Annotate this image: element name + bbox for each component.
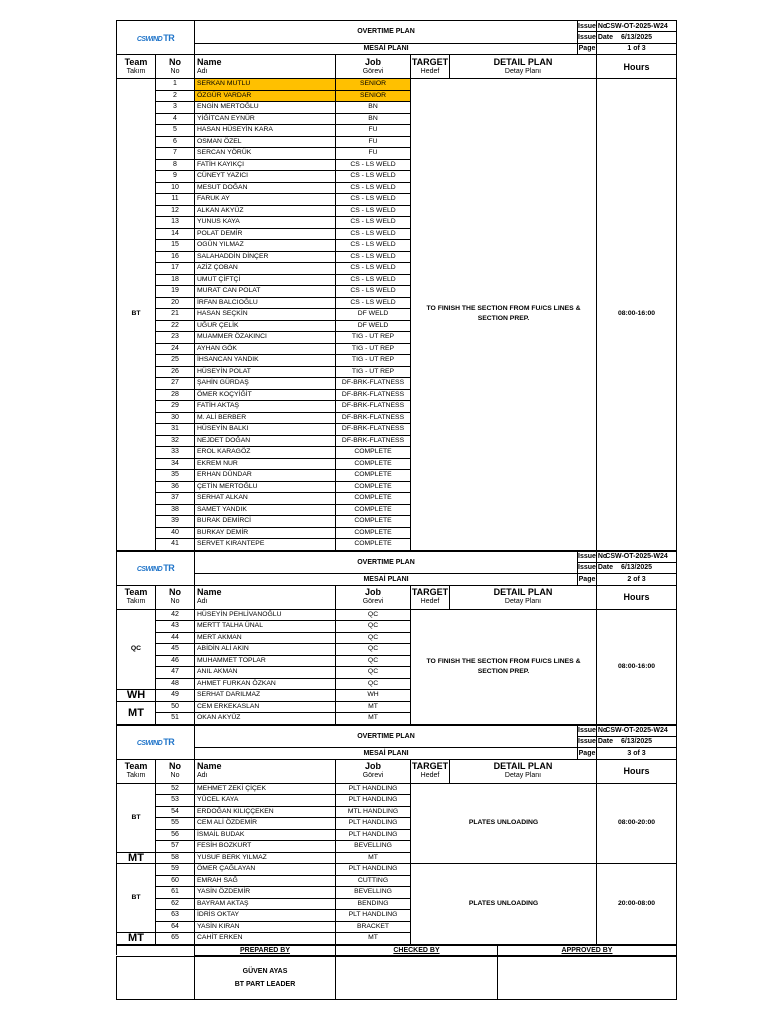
col-name-header: Name Adı <box>195 585 336 609</box>
job-cell: CS - LS WELD <box>336 182 411 194</box>
job-cell: COMPLETE <box>336 504 411 516</box>
plan-title: OVERTIME PLAN <box>195 725 578 748</box>
job-cell: SENIOR <box>336 79 411 91</box>
table-row <box>117 864 677 876</box>
col-detail-plan-header: DETAIL PLAN Detay Planı <box>450 759 597 783</box>
employee-name: OKAN AKYÜZ <box>195 713 336 725</box>
row-number: 65 <box>156 933 195 945</box>
job-cell: DF WELD <box>336 309 411 321</box>
job-cell: COMPLETE <box>336 539 411 551</box>
job-cell: CS - LS WELD <box>336 286 411 298</box>
employee-name: BURAK DEMİRCİ <box>195 516 336 528</box>
job-cell: COMPLETE <box>336 447 411 459</box>
footer-blank <box>117 945 195 955</box>
employee-name: CEM ALİ ÖZDEMİR <box>195 818 336 830</box>
cswind-logo: CSWINDTR <box>117 725 195 759</box>
job-cell: PLT HANDLING <box>336 829 411 841</box>
signature-boxes <box>116 956 677 1000</box>
col-target-header: TARGET Hedef <box>411 55 450 79</box>
signature-blank <box>117 956 195 999</box>
job-cell: CS - LS WELD <box>336 217 411 229</box>
row-number: 56 <box>156 829 195 841</box>
employee-name: EMRAH SAĞ <box>195 875 336 887</box>
col-team-header: Team Takım <box>117 55 156 79</box>
employee-name: MERTT TALHA ÜNAL <box>195 621 336 633</box>
job-cell: DF WELD <box>336 320 411 332</box>
row-number: 38 <box>156 504 195 516</box>
employee-name: MESUT DOĞAN <box>195 182 336 194</box>
employee-name: MURAT CAN POLAT <box>195 286 336 298</box>
employee-name: YUNUS KAYA <box>195 217 336 229</box>
employee-name: ÖMER ÇAĞLAYAN <box>195 864 336 876</box>
row-number: 26 <box>156 366 195 378</box>
plan-section-1 <box>116 20 677 551</box>
issue-date-value: 6/13/2025 <box>597 562 677 573</box>
job-cell: PLT HANDLING <box>336 818 411 830</box>
row-number: 34 <box>156 458 195 470</box>
employee-name: SERKAN MUTLU <box>195 79 336 91</box>
row-number: 37 <box>156 493 195 505</box>
row-number: 14 <box>156 228 195 240</box>
page-label: Page <box>578 574 597 585</box>
row-number: 48 <box>156 678 195 690</box>
row-number: 19 <box>156 286 195 298</box>
employee-name: SERCAN YÖRÜK <box>195 148 336 160</box>
row-number: 23 <box>156 332 195 344</box>
row-number: 51 <box>156 713 195 725</box>
plan-section-3 <box>116 725 677 945</box>
overtime-plan-sheet <box>116 20 676 1000</box>
row-number: 8 <box>156 159 195 171</box>
employee-name: SERVET KIRANTEPE <box>195 539 336 551</box>
job-cell: QC <box>336 655 411 667</box>
team-cell: BT <box>117 783 156 852</box>
job-cell: MTL HANDLING <box>336 806 411 818</box>
job-cell: COMPLETE <box>336 516 411 528</box>
job-cell: QC <box>336 632 411 644</box>
row-number: 11 <box>156 194 195 206</box>
employee-name: İDRİS OKTAY <box>195 910 336 922</box>
employee-name: SALAHADDİN DİNÇER <box>195 251 336 263</box>
employee-name: OGÜN YILMAZ <box>195 240 336 252</box>
job-cell: BN <box>336 102 411 114</box>
row-number: 31 <box>156 424 195 436</box>
employee-name: MUAMMER ÖZAKINCI <box>195 332 336 344</box>
employee-name: SERHAT DARILMAZ <box>195 690 336 702</box>
job-cell: CUTTING <box>336 875 411 887</box>
employee-name: FESİH BOZKURT <box>195 841 336 853</box>
hours-cell: 08:00-16:00 <box>597 79 677 551</box>
job-cell: CS - LS WELD <box>336 251 411 263</box>
employee-name: ŞAHİN GÜRDAŞ <box>195 378 336 390</box>
job-cell: TIG - UT REP <box>336 332 411 344</box>
job-cell: WH <box>336 690 411 702</box>
employee-name: İHSANCAN YANDIK <box>195 355 336 367</box>
employee-name: İSMAİL BUDAK <box>195 829 336 841</box>
employee-name: EROL KARAGÖZ <box>195 447 336 459</box>
row-number: 29 <box>156 401 195 413</box>
row-number: 52 <box>156 783 195 795</box>
job-cell: MT <box>336 713 411 725</box>
employee-name: UĞUR ÇELİK <box>195 320 336 332</box>
col-team-header: Team Takım <box>117 759 156 783</box>
row-number: 27 <box>156 378 195 390</box>
job-cell: MT <box>336 933 411 945</box>
job-cell: DF-BRK-FLATNESS <box>336 389 411 401</box>
employee-name: MUHAMMET TOPLAR <box>195 655 336 667</box>
row-number: 5 <box>156 125 195 137</box>
row-number: 50 <box>156 701 195 713</box>
plan-subtitle: MESAİ PLANI <box>195 574 578 585</box>
employee-name: ANIL AKMAN <box>195 667 336 679</box>
employee-name: ÖMER KOÇYİĞİT <box>195 389 336 401</box>
hours-cell: 08:00-16:00 <box>597 609 677 724</box>
row-number: 33 <box>156 447 195 459</box>
employee-name: YASİN ÖZDEMİR <box>195 887 336 899</box>
job-cell: QC <box>336 667 411 679</box>
row-number: 6 <box>156 136 195 148</box>
employee-name: HÜSEYİN BALKI <box>195 424 336 436</box>
target-cell: TO FINISH THE SECTION FROM FU/CS LINES & SECTION PREP. <box>411 609 597 724</box>
page-label: Page <box>578 748 597 759</box>
employee-name: YUSUF BERK YILMAZ <box>195 852 336 864</box>
row-number: 22 <box>156 320 195 332</box>
employee-name: ENGİN MERTOĞLU <box>195 102 336 114</box>
employee-name: YİĞİTCAN EYNÜR <box>195 113 336 125</box>
job-cell: QC <box>336 609 411 621</box>
employee-name: BAYRAM AKTAŞ <box>195 898 336 910</box>
page-value: 2 of 3 <box>597 574 677 585</box>
approved-by-label: APPROVED BY <box>498 945 677 955</box>
row-number: 40 <box>156 527 195 539</box>
employee-name: SERHAT ALKAN <box>195 493 336 505</box>
job-cell: COMPLETE <box>336 458 411 470</box>
job-cell: TIG - UT REP <box>336 343 411 355</box>
row-number: 7 <box>156 148 195 160</box>
row-number: 45 <box>156 644 195 656</box>
job-cell: DF-BRK-FLATNESS <box>336 424 411 436</box>
plan-subtitle: MESAİ PLANI <box>195 43 578 54</box>
job-cell: CS - LS WELD <box>336 228 411 240</box>
target-cell: PLATES UNLOADING <box>411 864 597 945</box>
employee-name: EKREM NUR <box>195 458 336 470</box>
col-detail-plan-header: DETAIL PLAN Detay Planı <box>450 585 597 609</box>
job-cell: QC <box>336 644 411 656</box>
job-cell: QC <box>336 678 411 690</box>
employee-name: POLAT DEMİR <box>195 228 336 240</box>
cswind-logo: CSWINDTR <box>117 21 195 55</box>
row-number: 43 <box>156 621 195 633</box>
employee-name: CEM ERKEKASLAN <box>195 701 336 713</box>
col-detail-plan-header: DETAIL PLAN Detay Planı <box>450 55 597 79</box>
row-number: 49 <box>156 690 195 702</box>
page-value: 1 of 3 <box>597 43 677 54</box>
job-cell: SENIOR <box>336 90 411 102</box>
plan-subtitle: MESAİ PLANI <box>195 748 578 759</box>
row-number: 35 <box>156 470 195 482</box>
table-row <box>117 79 677 91</box>
row-number: 54 <box>156 806 195 818</box>
hours-cell: 20:00-08:00 <box>597 864 677 945</box>
col-name-header: Name Adı <box>195 759 336 783</box>
row-number: 4 <box>156 113 195 125</box>
issue-no-value: CSW-OT-2025-W24 <box>597 551 677 562</box>
row-number: 39 <box>156 516 195 528</box>
team-cell: MT <box>117 701 156 724</box>
issue-no-value: CSW-OT-2025-W24 <box>597 725 677 736</box>
cswind-logo: CSWINDTR <box>117 551 195 585</box>
row-number: 32 <box>156 435 195 447</box>
issue-no-label: Issue No <box>578 725 597 736</box>
row-number: 41 <box>156 539 195 551</box>
row-number: 9 <box>156 171 195 183</box>
employee-name: CÜNEYT YAZICI <box>195 171 336 183</box>
col-job-header: Job Görevi <box>336 55 411 79</box>
row-number: 42 <box>156 609 195 621</box>
row-number: 59 <box>156 864 195 876</box>
col-hours-header: Hours <box>597 585 677 609</box>
issue-date-label: Issue Date <box>578 32 597 43</box>
row-number: 55 <box>156 818 195 830</box>
plan-section-2 <box>116 551 677 725</box>
job-cell: BRACKET <box>336 921 411 933</box>
row-number: 53 <box>156 795 195 807</box>
employee-name: UMUT ÇİFTÇİ <box>195 274 336 286</box>
job-cell: COMPLETE <box>336 470 411 482</box>
row-number: 13 <box>156 217 195 229</box>
job-cell: DF-BRK-FLATNESS <box>336 435 411 447</box>
job-cell: PLT HANDLING <box>336 864 411 876</box>
col-no-header: No No <box>156 759 195 783</box>
job-cell: COMPLETE <box>336 481 411 493</box>
team-cell: MT <box>117 852 156 864</box>
employee-name: HASAN SEÇKİN <box>195 309 336 321</box>
job-cell: PLT HANDLING <box>336 910 411 922</box>
employee-name: ERHAN DÜNDAR <box>195 470 336 482</box>
job-cell: CS - LS WELD <box>336 205 411 217</box>
row-number: 1 <box>156 79 195 91</box>
job-cell: CS - LS WELD <box>336 297 411 309</box>
employee-name: AYHAN GÖK <box>195 343 336 355</box>
issue-no-value: CSW-OT-2025-W24 <box>597 21 677 32</box>
plan-title: OVERTIME PLAN <box>195 21 578 44</box>
col-team-header: Team Takım <box>117 585 156 609</box>
sections-container <box>116 20 676 945</box>
job-cell: CS - LS WELD <box>336 171 411 183</box>
team-cell: BT <box>117 79 156 551</box>
employee-name: ÇETİN MERTOĞLU <box>195 481 336 493</box>
row-number: 47 <box>156 667 195 679</box>
prepared-by-label: PREPARED BY <box>195 945 336 955</box>
row-number: 16 <box>156 251 195 263</box>
col-no-header: No No <box>156 55 195 79</box>
row-number: 25 <box>156 355 195 367</box>
job-cell: TIG - UT REP <box>336 366 411 378</box>
page-value: 3 of 3 <box>597 748 677 759</box>
row-number: 30 <box>156 412 195 424</box>
job-cell: BEVELLING <box>336 841 411 853</box>
checked-signature-box <box>336 956 498 999</box>
job-cell: CS - LS WELD <box>336 194 411 206</box>
employee-name: HÜSEYİN POLAT <box>195 366 336 378</box>
row-number: 20 <box>156 297 195 309</box>
table-row <box>117 609 677 621</box>
row-number: 64 <box>156 921 195 933</box>
row-number: 15 <box>156 240 195 252</box>
employee-name: BURKAY DEMİR <box>195 527 336 539</box>
team-cell: WH <box>117 690 156 702</box>
employee-name: M. ALİ BERBER <box>195 412 336 424</box>
row-number: 62 <box>156 898 195 910</box>
row-number: 21 <box>156 309 195 321</box>
employee-name: İRFAN BALCIOĞLU <box>195 297 336 309</box>
employee-name: FATİH AKTAŞ <box>195 401 336 413</box>
job-cell: CS - LS WELD <box>336 159 411 171</box>
job-cell: COMPLETE <box>336 493 411 505</box>
row-number: 60 <box>156 875 195 887</box>
team-cell: QC <box>117 609 156 690</box>
issue-date-value: 6/13/2025 <box>597 32 677 43</box>
employee-name: SAMET YANDIK <box>195 504 336 516</box>
job-cell: DF-BRK-FLATNESS <box>336 412 411 424</box>
col-target-header: TARGET Hedef <box>411 759 450 783</box>
row-number: 12 <box>156 205 195 217</box>
job-cell: BENDING <box>336 898 411 910</box>
job-cell: MT <box>336 701 411 713</box>
row-number: 3 <box>156 102 195 114</box>
employee-name: AHMET FURKAN ÖZKAN <box>195 678 336 690</box>
employee-name: YASİN KIRAN <box>195 921 336 933</box>
employee-name: ABİDİN ALİ AKIN <box>195 644 336 656</box>
target-cell: PLATES UNLOADING <box>411 783 597 864</box>
job-cell: PLT HANDLING <box>336 795 411 807</box>
job-cell: TIG - UT REP <box>336 355 411 367</box>
row-number: 63 <box>156 910 195 922</box>
row-number: 61 <box>156 887 195 899</box>
job-cell: MT <box>336 852 411 864</box>
row-number: 18 <box>156 274 195 286</box>
row-number: 2 <box>156 90 195 102</box>
employee-name: YÜCEL KAYA <box>195 795 336 807</box>
employee-name: MERT AKMAN <box>195 632 336 644</box>
employee-name: ÖZGÜR VARDAR <box>195 90 336 102</box>
employee-name: FATİH KAYIKÇI <box>195 159 336 171</box>
col-no-header: No No <box>156 585 195 609</box>
issue-date-label: Issue Date <box>578 562 597 573</box>
job-cell: BEVELLING <box>336 887 411 899</box>
checked-by-label: CHECKED BY <box>336 945 498 955</box>
job-cell: CS - LS WELD <box>336 240 411 252</box>
prepared-signature-box <box>195 956 336 999</box>
issue-no-label: Issue No <box>578 21 597 32</box>
employee-name: FARUK AY <box>195 194 336 206</box>
row-number: 46 <box>156 655 195 667</box>
job-cell: CS - LS WELD <box>336 274 411 286</box>
employee-name: NEJDET DOĞAN <box>195 435 336 447</box>
issue-date-value: 6/13/2025 <box>597 736 677 747</box>
col-target-header: TARGET Hedef <box>411 585 450 609</box>
employee-name: HASAN HÜSEYİN KARA <box>195 125 336 137</box>
row-number: 28 <box>156 389 195 401</box>
page-label: Page <box>578 43 597 54</box>
job-cell: COMPLETE <box>336 527 411 539</box>
job-cell: DF-BRK-FLATNESS <box>336 401 411 413</box>
plan-title: OVERTIME PLAN <box>195 551 578 574</box>
employee-name: OSMAN ÖZEL <box>195 136 336 148</box>
row-number: 58 <box>156 852 195 864</box>
table-row <box>117 783 677 795</box>
col-name-header: Name Adı <box>195 55 336 79</box>
col-job-header: Job Görevi <box>336 759 411 783</box>
employee-name: ALKAN AKYÜZ <box>195 205 336 217</box>
row-number: 10 <box>156 182 195 194</box>
prepared-role: BT PART LEADER <box>234 980 296 988</box>
signature-footer <box>116 945 677 956</box>
job-cell: DF-BRK-FLATNESS <box>336 378 411 390</box>
job-cell: CS - LS WELD <box>336 263 411 275</box>
col-hours-header: Hours <box>597 759 677 783</box>
approved-signature-box <box>498 956 677 999</box>
job-cell: PLT HANDLING <box>336 783 411 795</box>
team-cell: BT <box>117 864 156 933</box>
job-cell: FU <box>336 125 411 137</box>
row-number: 24 <box>156 343 195 355</box>
team-cell: MT <box>117 933 156 945</box>
hours-cell: 08:00-20:00 <box>597 783 677 864</box>
employee-name: CAHİT ERKEN <box>195 933 336 945</box>
row-number: 17 <box>156 263 195 275</box>
job-cell: FU <box>336 148 411 160</box>
col-hours-header: Hours <box>597 55 677 79</box>
employee-name: HÜSEYİN PEHLİVANOĞLU <box>195 609 336 621</box>
job-cell: BN <box>336 113 411 125</box>
job-cell: QC <box>336 621 411 633</box>
row-number: 36 <box>156 481 195 493</box>
issue-no-label: Issue No <box>578 551 597 562</box>
prepared-name: GÜVEN AYAS <box>242 967 288 975</box>
row-number: 44 <box>156 632 195 644</box>
target-cell: TO FINISH THE SECTION FROM FU/CS LINES & SECTION PREP. <box>411 79 597 551</box>
issue-date-label: Issue Date <box>578 736 597 747</box>
row-number: 57 <box>156 841 195 853</box>
employee-name: MEHMET ZEKİ ÇİÇEK <box>195 783 336 795</box>
employee-name: AZİZ ÇOBAN <box>195 263 336 275</box>
job-cell: FU <box>336 136 411 148</box>
col-job-header: Job Görevi <box>336 585 411 609</box>
employee-name: ERDOĞAN KILIÇÇEKEN <box>195 806 336 818</box>
